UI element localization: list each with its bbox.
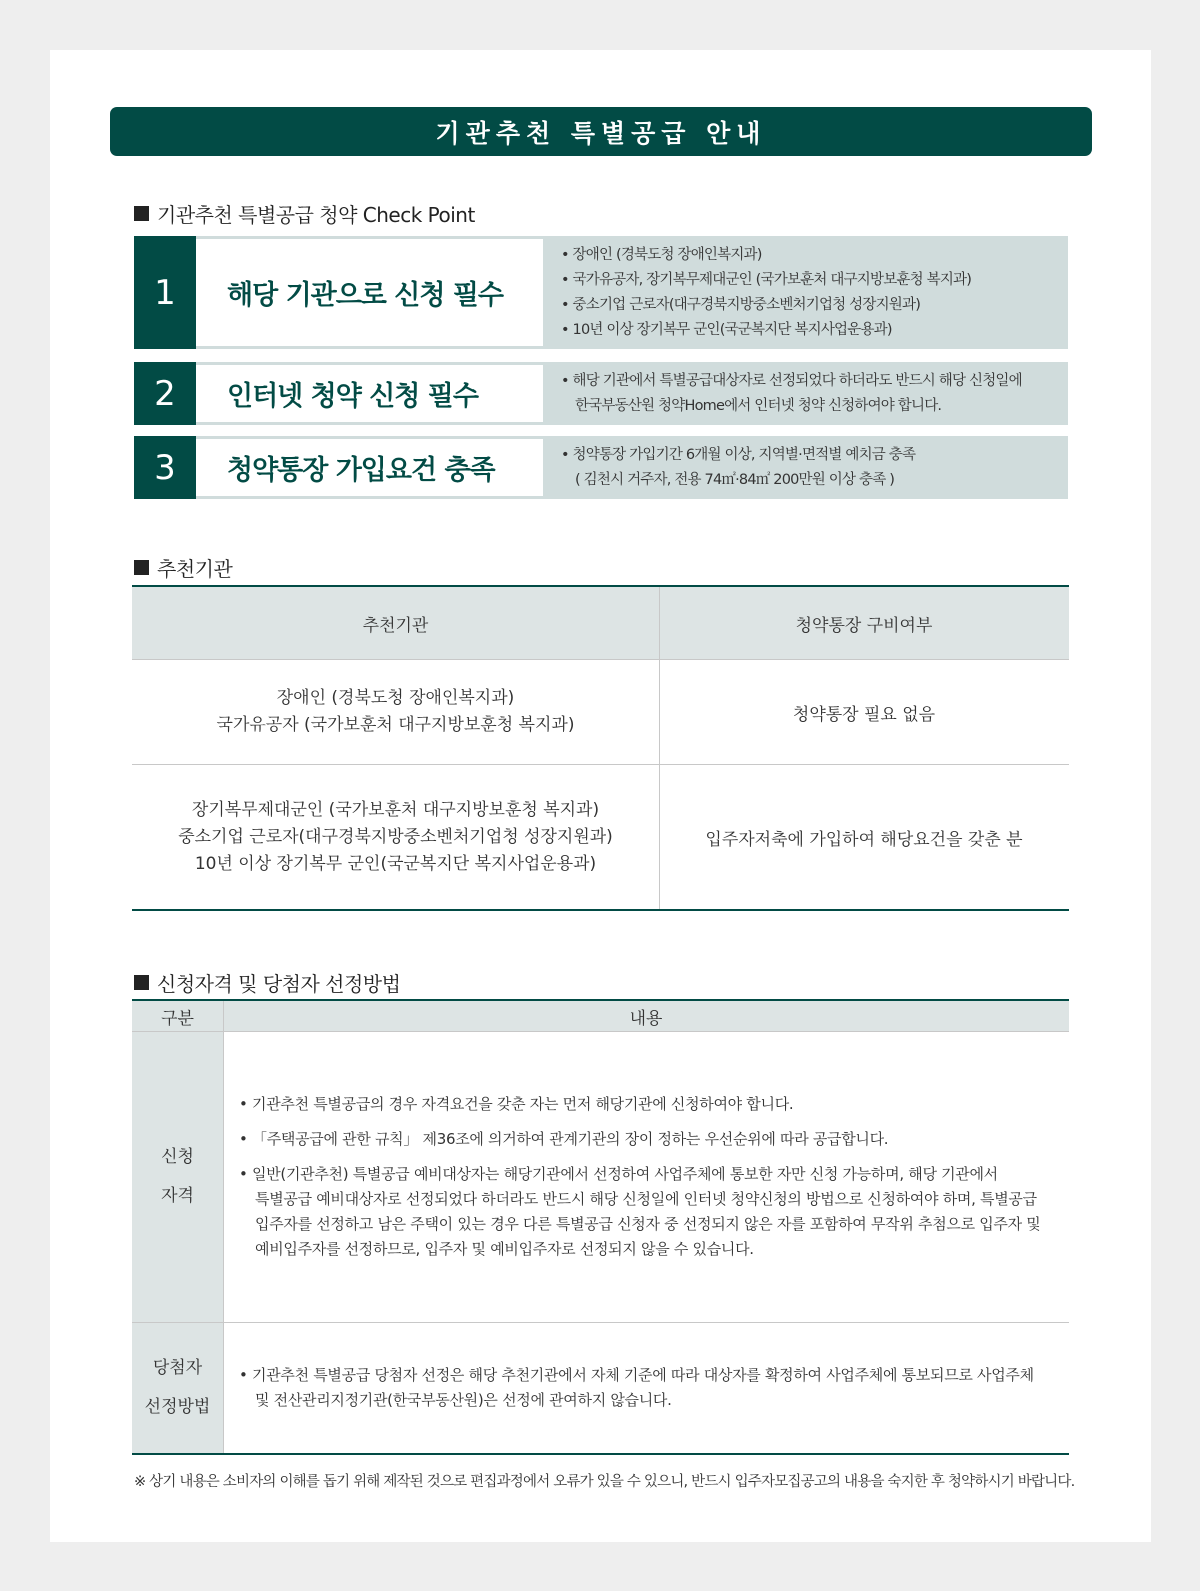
table-cell-agency bbox=[132, 765, 659, 909]
content-line: 입주자를 선정하고 남은 주택이 있는 경우 다른 특별공급 신청자 중 선정되지 않은 자를 포함하여 무작위 추첨으로 입주자 및 bbox=[255, 1215, 1041, 1233]
column-divider bbox=[223, 1001, 224, 1453]
checkpoint-number: 2 bbox=[134, 362, 196, 425]
checkpoint-notes bbox=[561, 236, 1061, 349]
content-line: • 「주택공급에 관한 규칙」 제36조에 의거하여 관계기관의 장이 정하는 우선순위에 따라 공급합니다. bbox=[239, 1130, 889, 1148]
table-bottom-border bbox=[132, 909, 1069, 911]
checkpoint-heading bbox=[134, 199, 475, 228]
qualification-heading-text: 신청자격 및 당첨자 선정방법 bbox=[157, 972, 401, 996]
bullet-square-icon bbox=[134, 206, 149, 221]
content-line: 및 전산관리지정기관(한국부동산원)은 선정에 관여하지 않습니다. bbox=[255, 1391, 672, 1409]
table-bottom-border bbox=[132, 1453, 1069, 1455]
content-item bbox=[239, 1363, 1059, 1413]
note-line: ( 김천시 거주자, 전용 74㎡·84㎡ 200만원 이상 충족 ) bbox=[575, 471, 895, 488]
row-divider bbox=[132, 1031, 1069, 1032]
qualification-heading bbox=[134, 968, 400, 997]
content-line: • 일반(기관추천) 특별공급 예비대상자는 해당기관에서 선정하여 사업주체에 통보한 자만 신청 가능하며, 해당 기관에서 bbox=[239, 1165, 998, 1183]
category-line: 당첨자 bbox=[152, 1358, 203, 1378]
checkpoint-number: 1 bbox=[134, 236, 196, 349]
header-cell-content: 내용 bbox=[629, 1008, 663, 1029]
content-line: 예비입주자를 선정하므로, 입주자 및 예비입주자로 선정되지 않을 수 있습니다. bbox=[255, 1240, 754, 1258]
note-line: • 장애인 (경북도청 장애인복지과) bbox=[561, 246, 762, 263]
category-cell bbox=[132, 1032, 223, 1322]
checkpoint-row-2 bbox=[134, 362, 1068, 425]
checkpoint-heading-text: 기관추천 특별공급 청약 Check Point bbox=[157, 203, 475, 227]
checkpoint-number: 3 bbox=[134, 436, 196, 499]
content-line: • 기관추천 특별공급 당첨자 선정은 해당 추천기관에서 자체 기준에 따라 대상자를 확정하여 사업주체에 통보되므로 사업주체 bbox=[239, 1366, 1034, 1384]
category-line: 자격 bbox=[161, 1186, 194, 1206]
note-line: • 10년 이상 장기복무 군인(국군복지단 복지사업운용과) bbox=[561, 321, 892, 338]
checkpoint-label: 해당 기관으로 신청 필수 bbox=[196, 239, 543, 346]
checkpoint-label: 청약통장 가입요건 충족 bbox=[196, 439, 543, 496]
checkpoint-notes bbox=[561, 436, 1061, 499]
checkpoint-notes bbox=[561, 362, 1061, 425]
content-cell bbox=[239, 1363, 1059, 1413]
table-cell-account: 청약통장 필요 없음 bbox=[792, 704, 936, 725]
category-line: 선정방법 bbox=[144, 1397, 211, 1417]
note-line: • 해당 기관에서 특별공급대상자로 선정되었다 하더라도 반드시 해당 신청일에 bbox=[561, 372, 1022, 389]
header-cell-account: 청약통장 구비여부 bbox=[795, 615, 933, 636]
agencies-table bbox=[132, 585, 1069, 911]
content-item bbox=[239, 1162, 1059, 1262]
category-line: 신청 bbox=[161, 1147, 194, 1167]
banner-title: 기관추천 특별공급 안내 bbox=[435, 118, 767, 148]
page-banner bbox=[110, 107, 1092, 156]
footnote: ※ 상기 내용은 소비자의 이해를 돕기 위해 제작된 것으로 편집과정에서 오류가 있을 수 있으니, 반드시 입주자모집공고의 내용을 숙지한 후 청약하시기 바랍니다. bbox=[134, 1474, 1075, 1490]
agency-line: 국가유공자 (국가보훈처 대구지방보훈청 복지과) bbox=[216, 715, 575, 735]
content-line: 특별공급 예비대상자로 선정되었다 하더라도 반드시 해당 신청일에 인터넷 청약신청의 방법으로 신청하여야 하며, 특별공급 bbox=[255, 1190, 1037, 1208]
note-line: • 청약통장 가입기간 6개월 이상, 지역별·면적별 예치금 충족 bbox=[561, 446, 916, 463]
content-cell bbox=[239, 1092, 1059, 1262]
note-line: • 중소기업 근로자(대구경북지방중소벤처기업청 성장지원과) bbox=[561, 296, 921, 313]
agency-line: 10년 이상 장기복무 군인(국군복지단 복지사업운용과) bbox=[194, 853, 597, 874]
note-line: 한국부동산원 청약Home에서 인터넷 청약 신청하여야 합니다. bbox=[575, 397, 942, 414]
checkpoint-row-3 bbox=[134, 436, 1068, 499]
table-cell-agency bbox=[132, 660, 659, 764]
agency-line: 장기복무제대군인 (국가보훈처 대구지방보훈청 복지과) bbox=[191, 799, 600, 820]
bullet-square-icon bbox=[134, 975, 149, 990]
table-cell-account: 입주자저축에 가입하여 해당요건을 갖춘 분 bbox=[705, 829, 1023, 850]
content-item bbox=[239, 1127, 1059, 1152]
content-item bbox=[239, 1092, 1059, 1117]
agency-line: 중소기업 근로자(대구경북지방중소벤처기업청 성장지원과) bbox=[178, 826, 613, 847]
checkpoint-row-1 bbox=[134, 236, 1068, 349]
agency-line: 장애인 (경북도청 장애인복지과) bbox=[276, 688, 515, 708]
header-cell-category: 구분 bbox=[161, 1008, 194, 1029]
bullet-square-icon bbox=[134, 560, 149, 575]
header-cell-agency: 추천기관 bbox=[362, 615, 429, 636]
qualification-table bbox=[132, 999, 1069, 1455]
category-cell bbox=[132, 1323, 223, 1453]
agencies-heading-text: 추천기관 bbox=[157, 557, 233, 581]
note-line: • 국가유공자, 장기복무제대군인 (국가보훈처 대구지방보훈청 복지과) bbox=[561, 271, 972, 288]
checkpoint-label: 인터넷 청약 신청 필수 bbox=[196, 365, 543, 422]
row-divider bbox=[132, 1322, 1069, 1323]
content-line: • 기관추천 특별공급의 경우 자격요건을 갖춘 자는 먼저 해당기관에 신청하여야 합니다. bbox=[239, 1095, 794, 1113]
agencies-heading bbox=[134, 553, 232, 582]
